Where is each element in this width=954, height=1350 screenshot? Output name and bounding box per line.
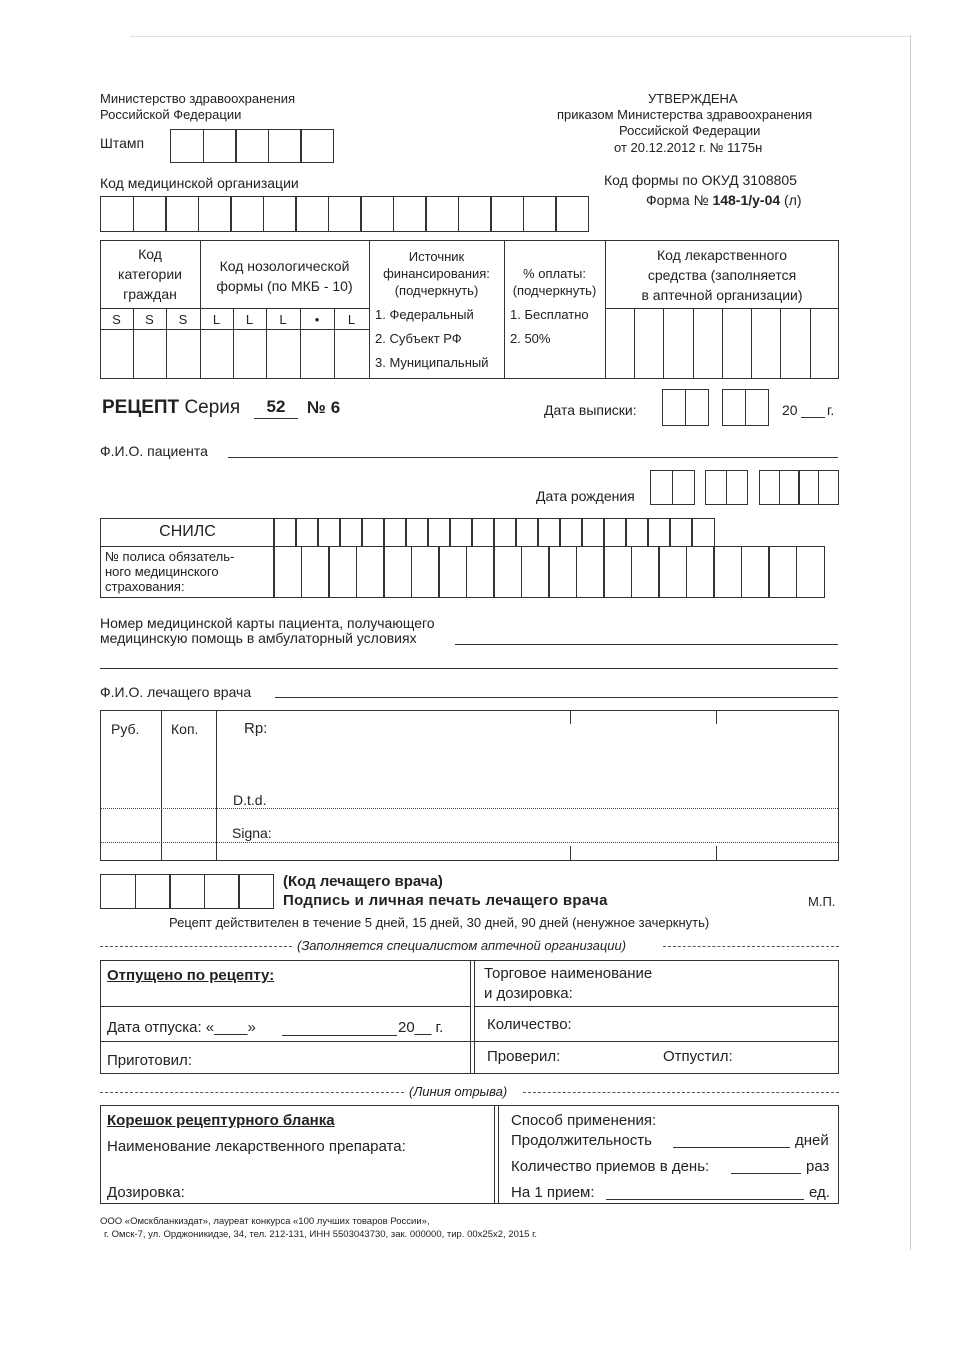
kop-label: Коп. — [171, 721, 199, 737]
pharmacy-hline-3 — [100, 1041, 839, 1042]
noso-cell-2: L — [245, 312, 254, 327]
approved-label: УТВЕРЖДЕНА — [648, 91, 738, 106]
card-number-line2: медицинскую помощь в амбулаторный условиях — [100, 630, 417, 646]
recipe-number — [307, 398, 340, 418]
snils-boxes[interactable] — [273, 518, 715, 547]
order-line2: Российской Федерации — [619, 123, 761, 138]
codes-hline-left-a — [100, 308, 369, 309]
noso-cell-1: L — [212, 312, 221, 327]
rx-tick-4 — [716, 846, 717, 860]
funding-option-3[interactable]: 3. Муниципальный — [375, 355, 489, 370]
payment-option-2[interactable]: 2. 50% — [510, 331, 551, 346]
rx-tick-2 — [716, 710, 717, 724]
recipe-title-word: РЕЦЕПТ — [102, 397, 180, 418]
birth-year-boxes[interactable] — [759, 470, 839, 505]
rx-tick-3 — [570, 846, 571, 860]
policy-line2: ного медицинского — [105, 564, 219, 579]
drug-cell-div — [693, 308, 694, 379]
noso-cell-3: L — [279, 312, 287, 327]
stamp-boxes[interactable] — [170, 129, 334, 163]
birth-month-boxes[interactable] — [705, 470, 748, 505]
dtd-label: D.t.d. — [233, 792, 267, 808]
rx-dotted-1 — [101, 808, 838, 809]
funding-header-1: Источник — [408, 249, 465, 264]
drug-code-header-1: Код лекарственного — [657, 247, 787, 263]
cat-cell-1: S — [112, 312, 121, 327]
drug-cell-div — [751, 308, 752, 379]
stub-vdiv — [494, 1105, 495, 1204]
stub-drug-name: Наименование лекарственного препарата: — [107, 1138, 406, 1155]
stub-times: Количество приемов в день: — [511, 1158, 710, 1175]
tear-line-left — [100, 1092, 404, 1093]
drug-code-header-3: в аптечной организации) — [641, 287, 803, 303]
stub-dosage: Дозировка: — [107, 1184, 185, 1201]
stub-per-dose-line[interactable] — [606, 1199, 804, 1200]
codes-divider-1 — [200, 240, 201, 308]
seal-mark: М.П. — [808, 894, 836, 909]
doctor-fio-label: Ф.И.О. лечащего врача — [100, 684, 252, 700]
snils-label: СНИЛС — [159, 523, 216, 540]
stub-times-unit: раз — [806, 1158, 830, 1175]
rx-tick-1 — [570, 710, 571, 724]
funding-option-2[interactable]: 2. Субъект РФ — [375, 331, 462, 346]
card-number-field[interactable] — [455, 644, 838, 645]
org-code-label: Код медицинской организации — [100, 175, 299, 191]
cat-cell-3: S — [178, 312, 188, 327]
pharmacy-vdiv — [470, 960, 471, 1074]
prepared-label: Приготовил: — [107, 1052, 192, 1069]
category-header-3: граждан — [123, 286, 177, 302]
policy-line3: страхования: — [105, 579, 185, 594]
stub-method: Способ применения: — [511, 1112, 657, 1129]
rx-dotted-2 — [101, 842, 838, 843]
funding-header-2: финансирования: — [383, 266, 490, 281]
drug-cell-div — [663, 308, 664, 379]
cat-cell-2: S — [145, 312, 154, 327]
form-prefix: Форма № — [646, 192, 709, 208]
order-line1: приказом Министерства здравоохранения — [557, 107, 813, 122]
tear-line-label: (Линия отрыва) — [409, 1084, 508, 1099]
card-number-field-2[interactable] — [100, 668, 838, 669]
tear-line-right — [523, 1092, 839, 1093]
year-suffix: г. — [827, 402, 835, 418]
rub-label: Руб. — [111, 721, 140, 737]
page-top-edge — [130, 36, 910, 37]
stub-title: Корешок рецептурного бланка — [107, 1112, 335, 1129]
order-line3: от 20.12.2012 г. № 1175н — [614, 140, 763, 155]
doctor-code-label: (Код лечащего врача) — [283, 873, 443, 890]
drug-cell-div — [810, 308, 811, 379]
dispense-date-label: Дата отпуска: «____» — [107, 1019, 256, 1036]
year-underline — [801, 417, 825, 418]
card-number-line1: Номер медицинской карты пациента, получающего — [100, 615, 435, 631]
drug-cell-div — [780, 308, 781, 379]
funding-option-1[interactable]: 1. Федеральный — [375, 307, 474, 322]
rx-divider-2 — [216, 710, 217, 861]
ministry-line2: Российской Федерации — [100, 107, 242, 122]
noso-cell-4: L — [347, 312, 356, 327]
patient-fio-line[interactable] — [228, 457, 838, 458]
okud-label: Код формы по ОКУД 3108805 — [604, 172, 797, 188]
rx-divider-1 — [161, 710, 162, 861]
stub-per-dose: На 1 прием: — [511, 1184, 595, 1201]
payment-header-1: % оплаты: — [523, 266, 586, 281]
birth-date-label: Дата рождения — [536, 488, 635, 504]
category-header-2: категории — [118, 266, 182, 282]
issue-date-label: Дата выписки: — [544, 402, 637, 418]
stub-times-line[interactable] — [731, 1173, 801, 1174]
pharmacy-hline-1 — [100, 1006, 470, 1007]
year-prefix: 20 — [782, 402, 798, 418]
stamp-label: Штамп — [100, 135, 145, 151]
number-value[interactable]: 6 — [330, 398, 341, 417]
number-label: № — [307, 398, 326, 417]
trade-name-line1: Торговое наименование — [484, 965, 653, 982]
payment-option-1[interactable]: 1. Бесплатно — [510, 307, 589, 322]
dispense-date-year: 20__ г. — [398, 1019, 444, 1036]
released-label: Отпустил: — [663, 1048, 733, 1065]
quantity-label: Количество: — [487, 1016, 572, 1033]
pharmacy-separator-label: (Заполняется специалистом аптечной организации) — [297, 938, 627, 953]
footer-line2: г. Омск-7, ул. Орджоникидзе, 34, тел. 212-131, ИНН 5503043730, зак. 000000, тир. 00х25х2, 2015 г. — [104, 1229, 538, 1240]
pharmacy-separator-right — [663, 946, 839, 947]
footer-line1: ООО «Омскбланкиздат», лауреат конкурса «100 лучших товаров России», — [100, 1216, 430, 1227]
recipe-title — [102, 397, 240, 419]
codes-divider-3 — [504, 240, 505, 379]
issue-day-boxes[interactable] — [662, 389, 709, 426]
category-header-1: Код — [138, 246, 162, 262]
signa-label: Signa: — [232, 825, 272, 841]
doctor-code-boxes[interactable] — [100, 874, 274, 909]
form-number-value: 148-1/у-04 — [712, 192, 781, 208]
birth-day-boxes[interactable] — [650, 470, 695, 505]
org-code-boxes[interactable] — [100, 196, 589, 232]
series-underline — [254, 418, 298, 419]
codes-hline-left-b — [100, 329, 369, 330]
series-value[interactable]: 52 — [266, 397, 286, 416]
stub-vdiv-2 — [498, 1105, 499, 1204]
rx-block — [100, 710, 839, 861]
policy-boxes[interactable] — [273, 546, 825, 598]
pharmacy-hline-2 — [474, 1006, 839, 1007]
noso-cell-dot: • — [314, 312, 320, 327]
payment-header-2: (подчеркнуть) — [512, 283, 597, 298]
dispensed-label: Отпущено по рецепту: — [107, 967, 275, 984]
stub-duration-unit: дней — [795, 1132, 829, 1149]
series-label: Серия — [184, 397, 241, 418]
pharmacy-vdiv-2 — [474, 960, 475, 1074]
issue-month-boxes[interactable] — [722, 389, 769, 426]
doctor-fio-line[interactable] — [275, 697, 838, 698]
signature-label: Подпись и личная печать лечащего врача — [283, 892, 608, 909]
form-suffix: (л) — [784, 192, 802, 208]
drug-code-header-2: средства (заполняется — [647, 267, 797, 283]
policy-line1: № полиса обязатель- — [105, 549, 235, 564]
rp-label: Rp: — [244, 720, 268, 737]
pharmacy-separator-left — [100, 946, 292, 947]
validity-note: Рецепт действителен в течение 5 дней, 15 дней, 30 дней, 90 дней (ненужное зачеркнуть) — [169, 915, 710, 930]
form-number — [646, 192, 802, 208]
trade-name-line2: и дозировка: — [484, 985, 573, 1002]
page-edge — [910, 35, 911, 1250]
funding-header-3: (подчеркнуть) — [394, 283, 479, 298]
stub-duration: Продолжительность — [511, 1132, 652, 1149]
patient-fio-label: Ф.И.О. пациента — [100, 443, 208, 459]
checked-label: Проверил: — [487, 1048, 561, 1065]
drug-cell-div — [634, 308, 635, 379]
nosology-header-1: Код нозологической — [219, 258, 350, 274]
stub-per-dose-unit: ед. — [809, 1184, 830, 1201]
stub-duration-line[interactable] — [673, 1147, 790, 1148]
dispense-date-line[interactable] — [282, 1035, 397, 1036]
nosology-header-2: формы (по МКБ - 10) — [216, 278, 353, 294]
ministry-line1: Министерство здравоохранения — [100, 91, 295, 106]
drug-cell-div — [722, 308, 723, 379]
